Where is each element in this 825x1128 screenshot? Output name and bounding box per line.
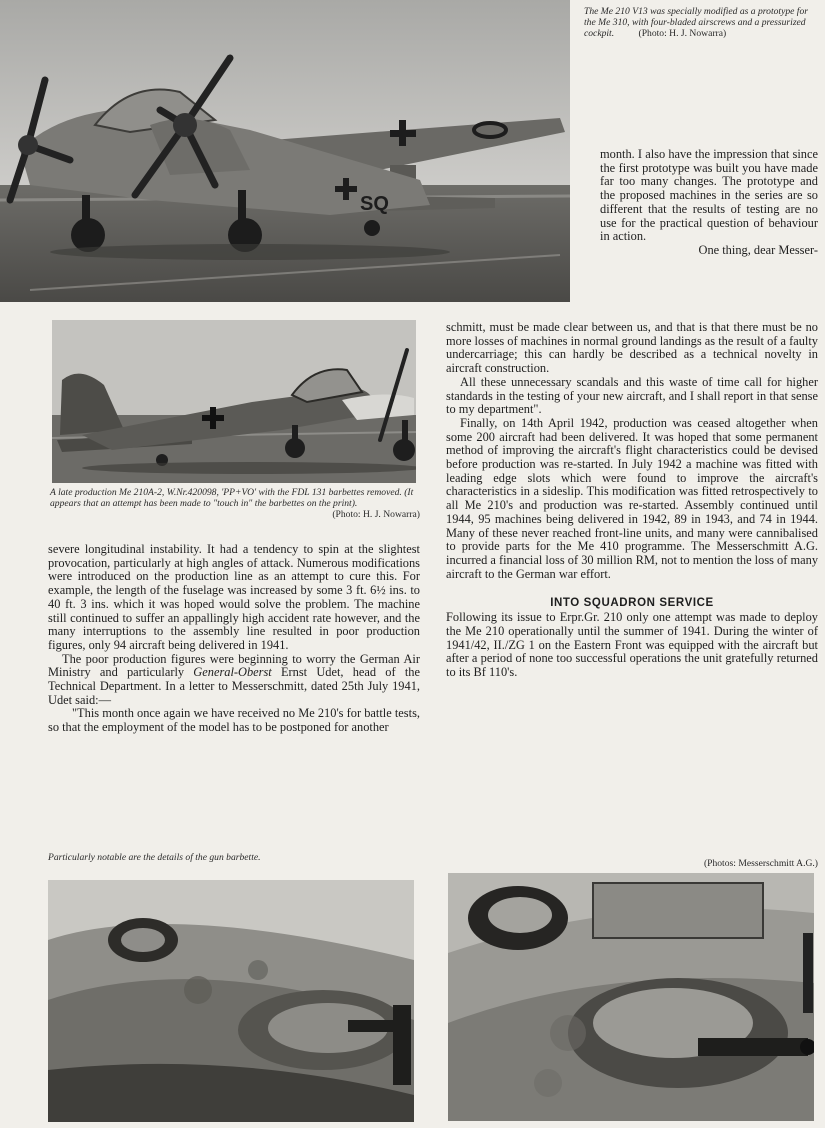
paragraph-production-worry-a: The poor production figures were beginning to worry the German Air Ministry and particularly (48, 651, 420, 680)
right-column-lower (446, 321, 818, 680)
caption-prototype (584, 7, 818, 39)
caption-prototype-block (584, 7, 818, 39)
paragraph-production-worry (48, 653, 420, 708)
photo-gun-barbette-left (48, 880, 414, 1122)
caption-barbette-text: Particularly notable are the details of the gun barbette. (48, 852, 261, 863)
photo-gun-barbette-right (448, 873, 814, 1121)
caption-barbette (48, 853, 418, 864)
photo-me210-v13-prototype (0, 0, 570, 302)
title-general-oberst: General-Oberst (193, 665, 272, 680)
paragraph-instability: severe longitudinal instability. It had a tendency to spin at the slightest provocation, particularly at high angles of attack. Numerous modifications were introduced on the production line as an attempt to cure this. For example, the length of the fuselage was increased by some 3 ft. 6½ ins. to 40 ft. 3 ins. which it was hoped would solve the problem. The machine still continued to suffer an appallingly high accident rate however, and the many interruptions to the assembly line resulted in poor production figures, only 94 aircraft being delivered in 1941. (48, 542, 420, 652)
paragraph-scandals: All these unnecessary scandals and this waste of time call for higher standards in the testing of your new aircraft, and I shall report in that sense to my department". (446, 374, 818, 417)
caption-late-production (50, 487, 420, 520)
caption-prototype-credit: (Photo: H. J. Nowarra) (638, 27, 727, 39)
caption-late-production-block (50, 488, 420, 520)
caption-late-production-credit: (Photo: H. J. Nowarra) (332, 508, 420, 520)
paragraph-one-thing-lead: One thing, dear Messer- (698, 242, 818, 257)
paragraph-udet-quote: "This month once again we have received no Me 210's for battle tests, so that the employment of the model has to be postponed for another (48, 706, 420, 735)
paragraph-production-ceased: Finally, on 14th April 1942, production was ceased altogether when some 200 aircraft had been delivered. It was hoped that some permanent method of improving the aircraft's flight characteristics could be devised before production was re-started. In July 1942 a machine was fitted with leading edge slots which were found to improve the aircraft's characteristics in a sideslip. This modification was fitted retrospectively to all Me 210's and production was re-started. Assembly continued until 1944, 95 machines being delivered in 1942, 89 in 1943, and 74 in 1944. Many of these never reached front-line units, and many were cannibalised to provide parts for the Me 410 programme. The Messerschmitt A.G. incurred a financial loss of 30 million RM, not to mention the loss of many aircraft to the German war effort. (446, 415, 819, 581)
left-column (48, 543, 420, 735)
photo-me210a2-late-production (52, 320, 416, 483)
paragraph-impression: month. I also have the impression that since the first prototype was built you have made far too many changes. The prototype and the proposed machines in the series are so different that the results of testing are no use for the practical question of behaviour in action. (600, 147, 818, 244)
aircraft-code-text: SQ (360, 193, 389, 215)
caption-late-production-text: A late production Me 210A-2, W.Nr.420098, 'PP+VO' with the FDL 131 barbettes removed. (It appears that an attempt has been made to "touch in" the barbettes on the print). (50, 487, 414, 509)
paragraph-squadron-service: Following its issue to Erpr.Gr. 210 only one attempt was made to deploy the Me 210 operationally until the summer of 1941. During the winter of 1941/42, II./ZG 1 on the Eastern Front was equipped with the aircraft but after a period of none too successful operations the unit gratefully returned to its Bf 110's. (446, 610, 818, 680)
right-column-upper (600, 148, 818, 258)
paragraph-production-worry-b: Ernst Udet, head of the Technical Department. In a letter to Messerschmitt, dated 25th July 1941, Udet said:— (48, 665, 420, 707)
caption-barbette-credit: (Photos: Messerschmitt A.G.) (703, 858, 818, 869)
paragraph-one-thing-rest: schmitt, must be made clear between us, and that is that there must be no more losses of machines in normal ground landings as the result of a faulty undercarriage; this can hardly be described as a technical novelty in aircraft construction. (446, 320, 818, 376)
caption-prototype-text: The Me 210 V13 was specially modified as a prototype for the Me 310, with four-bladed airscrews and a pressurized cockpit. (584, 6, 809, 39)
caption-barbette-credit-block (600, 853, 818, 871)
section-heading: INTO SQUADRON SERVICE (550, 597, 714, 610)
